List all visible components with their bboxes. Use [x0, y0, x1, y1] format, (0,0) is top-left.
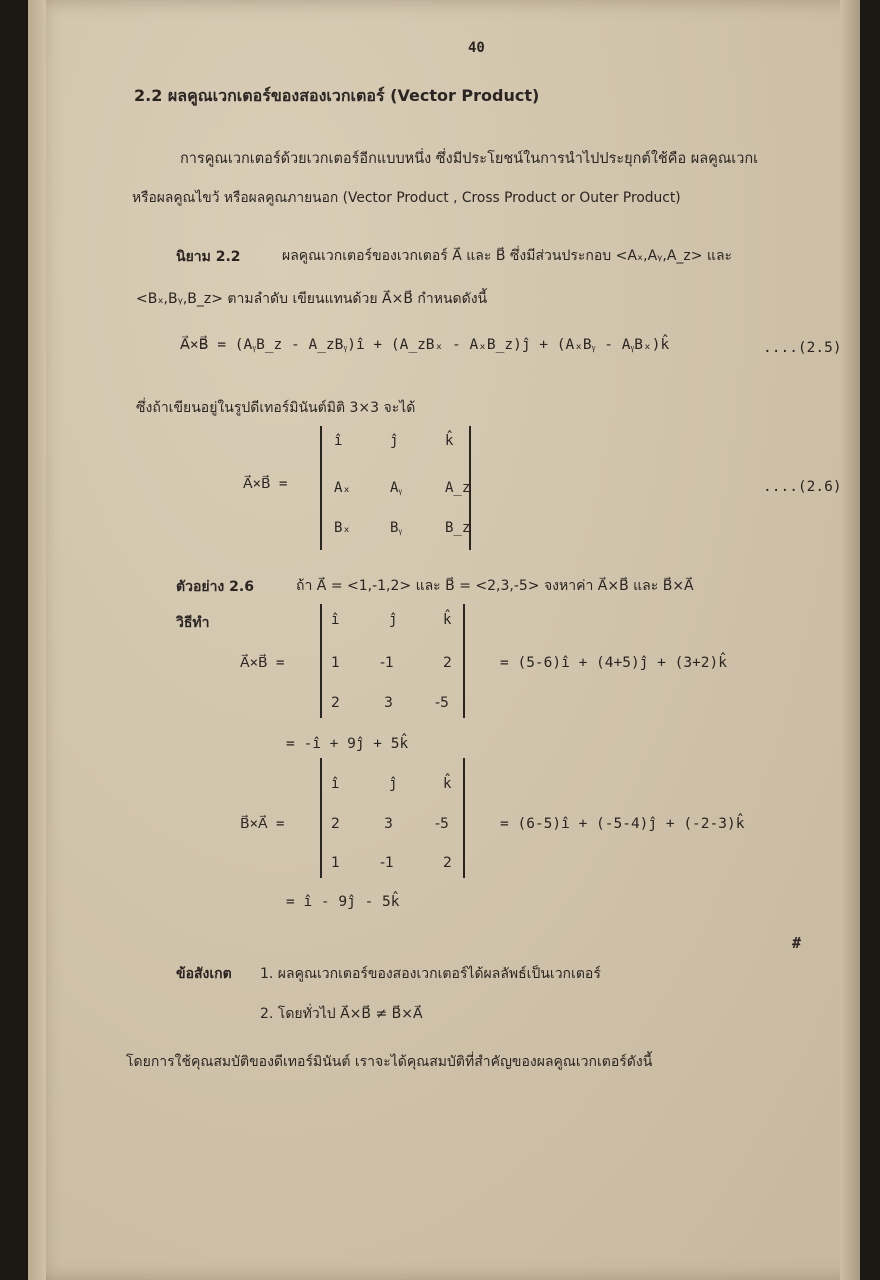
definition-label: นิยาม 2.2 — [176, 249, 241, 265]
det-cell: î — [334, 433, 343, 449]
det1-cell: 2 — [331, 695, 340, 711]
det-cell: Aₓ — [334, 480, 351, 496]
determinant-lhs: A⃗×B⃗ = — [243, 476, 288, 492]
det1-cell: -5 — [435, 695, 449, 711]
det-cell: Bₓ — [334, 520, 351, 536]
det2-cell: -1 — [380, 855, 394, 871]
closing-sentence: โดยการใช้คุณสมบัติของดีเทอร์มินันต์ เราจะได้คุณสมบัติที่สำคัญของผลคูณเวกเตอร์ดังนี้ — [126, 1054, 653, 1070]
det1-result: = -î + 9ĵ + 5k̂ — [286, 736, 409, 752]
page-binding-shadow — [28, 0, 46, 1280]
note-item-2: 2. โดยทั่วไป A⃗×B⃗ ≠ B⃗×A⃗ — [260, 1006, 423, 1022]
solution-label: วิธีทำ — [176, 615, 210, 631]
det2-cell: 2 — [443, 855, 452, 871]
det1-cell: k̂ — [443, 612, 452, 628]
det2-cell: -5 — [435, 816, 449, 832]
det-cell: B_z — [445, 520, 471, 536]
det2-cell: 2 — [331, 816, 340, 832]
det-cell: Bᵧ — [390, 520, 403, 536]
det2-cell: 1 — [331, 855, 340, 871]
det1-cell: 1 — [331, 655, 340, 671]
intro-line-1: การคูณเวกเตอร์ด้วยเวกเตอร์อีกแบบหนึ่ง ซึ่งมีประโยชน์ในการนำไปประยุกต์ใช้คือ ผลคูณเวกเ — [180, 151, 759, 167]
det-cell: A_z — [445, 480, 471, 496]
det2-result: = î - 9ĵ - 5k̂ — [286, 894, 400, 910]
equation-number-2-5: ....(2.5) — [763, 340, 842, 356]
example-det1-lhs: A⃗×B⃗ = — [240, 655, 285, 671]
det1-expansion: = (5-6)î + (4+5)ĵ + (3+2)k̂ — [500, 655, 727, 671]
det1-cell: 2 — [443, 655, 452, 671]
equation-number-2-6: ....(2.6) — [763, 479, 842, 495]
end-of-example-mark: # — [792, 934, 802, 952]
det1-left-bar — [320, 604, 322, 718]
det2-cell: ĵ — [389, 776, 398, 792]
example-label: ตัวอย่าง 2.6 — [176, 579, 254, 595]
notes-label: ข้อสังเกต — [176, 966, 232, 982]
det1-cell: ĵ — [389, 612, 398, 628]
page-right-edge — [840, 0, 860, 1280]
det2-left-bar — [320, 758, 322, 878]
example-statement: ถ้า A⃗ = <1,-1,2> และ B⃗ = <2,3,-5> จงหาค่า A⃗×B⃗ และ B⃗×A⃗ — [296, 578, 694, 594]
intro-line-2: หรือผลคูณไขว้ หรือผลคูณภายนอก (Vector Product , Cross Product or Outer Product) — [132, 190, 681, 206]
definition-line-1: ผลคูณเวกเตอร์ของเวกเตอร์ A⃗ และ B⃗ ซึ่งมีส่วนประกอบ <Aₓ,Aᵧ,A_z> และ — [282, 248, 733, 264]
det2-cell: k̂ — [443, 776, 452, 792]
determinant-intro: ซึ่งถ้าเขียนอยู่ในรูปดีเทอร์มินันต์มิติ 3×3 จะได้ — [136, 400, 416, 416]
section-heading: 2.2 ผลคูณเวกเตอร์ของสองเวกเตอร์ (Vector Product) — [134, 86, 540, 105]
det-cell: k̂ — [445, 433, 454, 449]
det1-cell: î — [331, 612, 340, 628]
note-item-1: 1. ผลคูณเวกเตอร์ของสองเวกเตอร์ได้ผลลัพธ์เป็นเวกเตอร์ — [260, 966, 601, 982]
example-det2-lhs: B⃗×A⃗ = — [240, 816, 285, 832]
det2-cell: î — [331, 776, 340, 792]
det2-expansion: = (6-5)î + (-5-4)ĵ + (-2-3)k̂ — [500, 816, 745, 832]
det2-right-bar — [463, 758, 465, 878]
det-cell: ĵ — [390, 433, 399, 449]
page-number: 40 — [468, 40, 485, 56]
book-page — [28, 0, 860, 1280]
determinant-left-bar — [320, 426, 322, 550]
det1-right-bar — [463, 604, 465, 718]
det1-cell: -1 — [380, 655, 394, 671]
det1-cell: 3 — [384, 695, 393, 711]
det2-cell: 3 — [384, 816, 393, 832]
definition-line-2: <Bₓ,Bᵧ,B_z> ตามลำดับ เขียนแทนด้วย A⃗×B⃗ กำหนดดังนี้ — [136, 291, 488, 307]
det-cell: Aᵧ — [390, 480, 403, 496]
cross-product-formula: A⃗×B⃗ = (AᵧB_z - A_zBᵧ)î + (A_zBₓ - AₓB_z)ĵ + (AₓBᵧ - AᵧBₓ)k̂ — [180, 337, 670, 353]
